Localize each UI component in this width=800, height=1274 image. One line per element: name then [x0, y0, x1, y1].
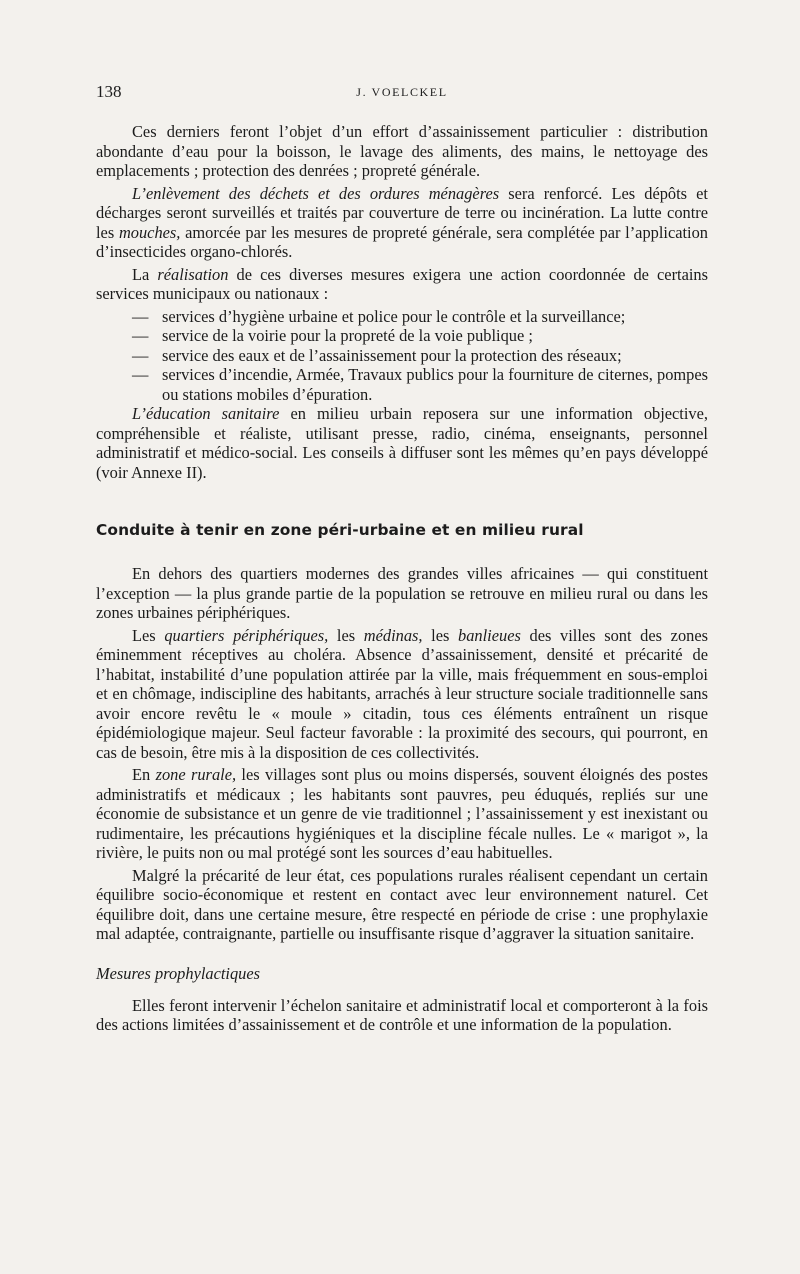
- paragraph: Malgré la précarité de leur état, ces populations rurales réalisent cependant un certain équilibre socio-économique et restent en contact avec leur environnement naturel. Cet équilibre doit, dans une certaine mesure, être respecté en période de crise : une prophylaxie mal adaptée, contraignante, partielle ou insuffisante risque d’aggraver la situation sanitaire.: [96, 865, 708, 943]
- emphasis: mouches,: [118, 222, 181, 242]
- text-run: La: [132, 264, 158, 284]
- page-header: [96, 82, 708, 106]
- paragraph: Elles feront intervenir l’échelon sanitaire et administratif local et comporteront à la fois des actions limitées d’assainissement et de contrôle et une information de la population.: [96, 995, 708, 1034]
- text-run: En: [132, 765, 156, 784]
- emphasis: quartiers périphériques,: [164, 625, 329, 645]
- paragraph: En dehors des quartiers modernes des grandes villes africaines — qui constituent l’exception — la plus grande partie de la population se retrouve en milieu rural ou dans les zones urbaines périphériques.: [96, 564, 708, 622]
- text-run: Les: [132, 625, 165, 645]
- emphasis: réalisation: [157, 264, 229, 284]
- paragraph: [96, 626, 708, 763]
- paragraph: [96, 404, 708, 482]
- paragraph: [96, 184, 708, 262]
- emphasis: zone rurale,: [155, 765, 237, 784]
- text-run: en milieu urbain reposera sur une information objective, compréhensible et réaliste, utilisant presse, radio, cinéma, enseignants, personnel administratif et médico-social. Les conseils à diffuser sont les mêmes qu’en pays développé (voir Annexe II).: [96, 404, 708, 482]
- services-list: [96, 307, 708, 405]
- page-number: 138: [96, 82, 122, 101]
- text-run: amorcée par les mesures de propreté générale, sera complétée par l’application d’insecticides organo-chlorés.: [96, 222, 708, 261]
- list-item: — services d’hygiène urbaine et police pour le contrôle et la surveillance;: [96, 307, 708, 327]
- text-run: sera renforcé. Les dépôts et décharges seront surveillés et traités par couverture de terre ou incinération. La lutte contre les: [96, 183, 708, 242]
- section-heading: Conduite à tenir en zone péri-urbaine et en milieu rural: [96, 521, 584, 539]
- emphasis: L’éducation sanitaire: [132, 404, 280, 423]
- emphasis: médinas,: [363, 625, 423, 645]
- list-item: — service des eaux et de l’assainissement pour la protection des réseaux;: [96, 346, 708, 366]
- page-body: [96, 122, 708, 1035]
- paragraph: [96, 765, 708, 863]
- text-run: de ces diverses mesures exigera une action coordonnée de certains services municipaux ou nationaux :: [96, 264, 708, 303]
- subheading: Mesures prophylactiques: [96, 963, 261, 983]
- text-run: les: [422, 625, 459, 645]
- emphasis: banlieues: [458, 625, 521, 645]
- list-item: — service de la voirie pour la propreté de la voie publique ;: [96, 326, 708, 346]
- emphasis: L’enlèvement des déchets et des ordures ménagères: [132, 183, 500, 203]
- paragraph: [96, 265, 708, 304]
- running-head: J. VOELCKEL: [356, 85, 448, 99]
- text-run: les villages sont plus ou moins dispersés, souvent éloignés des postes administratifs et médicaux ; les habitants sont pauvres, peu éduqués, repliés sur une économie de subsistance et un genre de vie traditionnel ; l’assainissement y est inexistant ou rudimentaire, les précautions hygiéniques et la discipline fécale nulles. Le « marigot », la rivière, le puits non ou mal protégé sont les sources d’eau habituelles.: [96, 765, 708, 862]
- list-item: — services d’incendie, Armée, Travaux publics pour la fourniture de citernes, pompes ou stations mobiles d’épuration.: [96, 365, 708, 404]
- paragraph: Ces derniers feront l’objet d’un effort d’assainissement particulier : distribution abondante d’eau pour la boisson, le lavage des aliments, des mains, le nettoyage des emplacements ; protection des denrées ; propreté générale.: [96, 122, 708, 180]
- text-run: des villes sont des zones éminemment réceptives au choléra. Absence d’assainissement, densité et précarité de l’habitat, instabilité d’une population attirée par la ville, mais fréquemment en sous-emploi et en chômage, indiscipline des habitants, arrachés à leur structure sociale traditionnelle sans avoir encore revêtu le « moule » citadin, tous ces éléments entraînent un risque épidémiologique majeur. Seul facteur favorable : la proximité des secours, qui pourront, en cas de besoin, être mis à la disposition de ces collectivités.: [96, 625, 708, 762]
- text-run: les: [328, 625, 364, 645]
